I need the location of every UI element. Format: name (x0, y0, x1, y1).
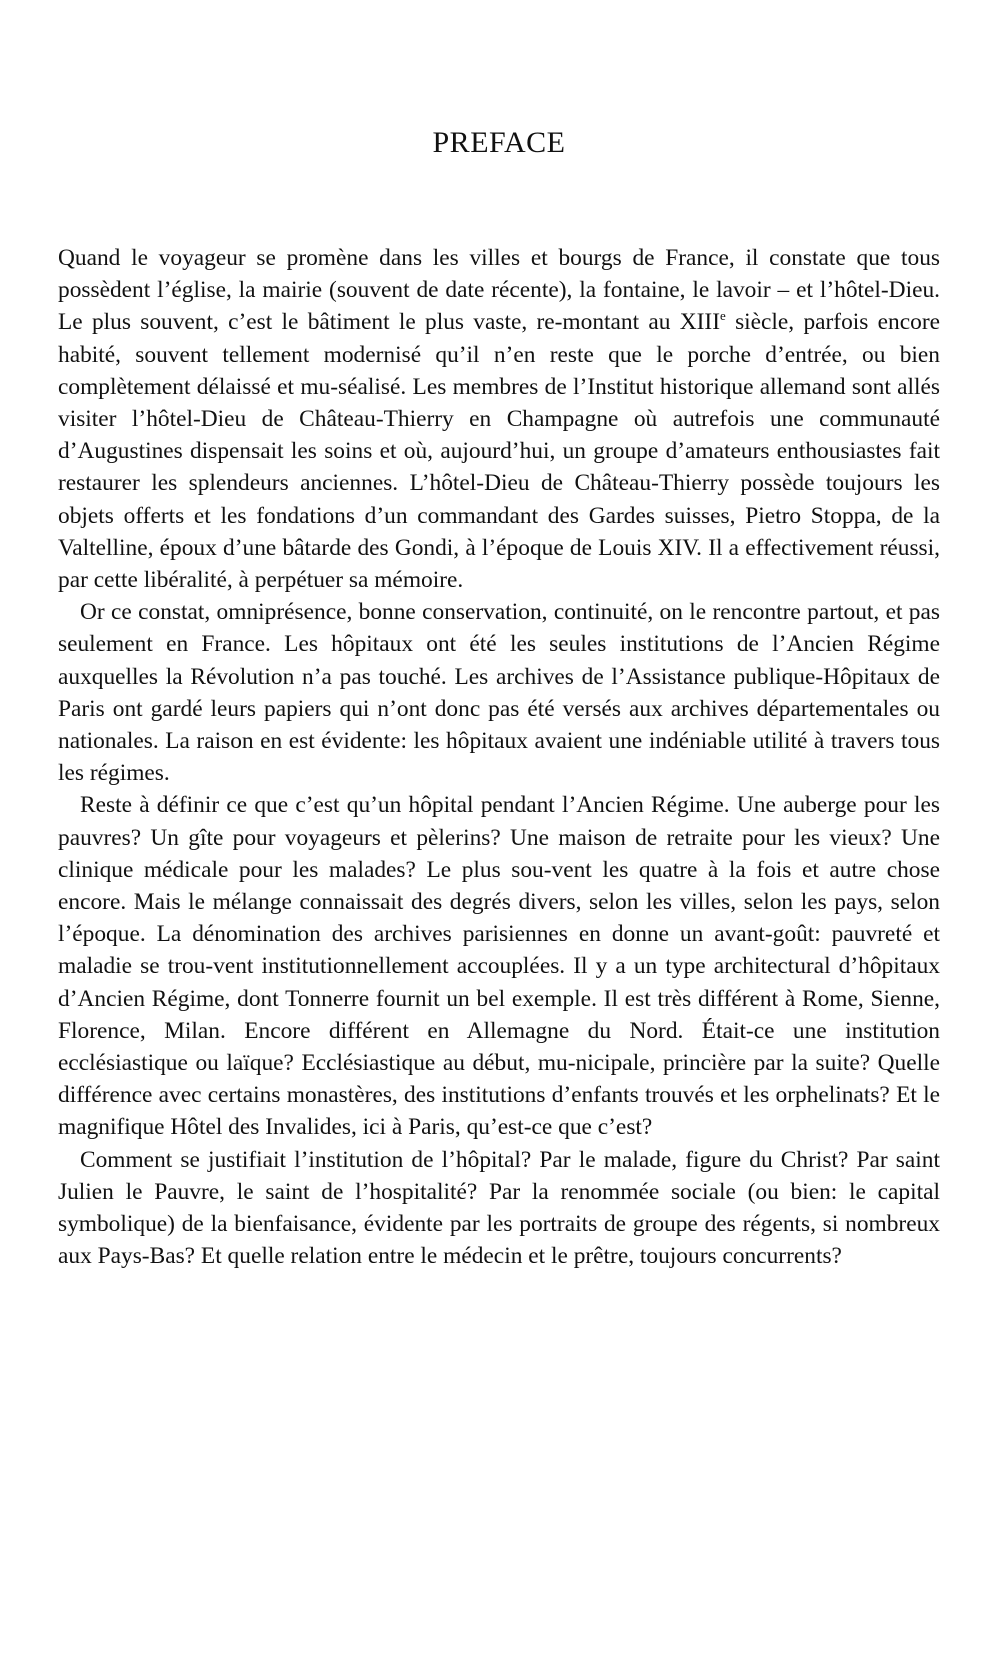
paragraph-3: Reste à définir ce que c’est qu’un hôpital pendant l’Ancien Régime. Une auberge pour les pauvres? Un gîte pour voyageurs et pèlerins? Une maison de retraite pour les vieux? Une clinique médicale pour les malades? Le plus sou-vent les quatre à la fois et autre chose encore. Mais le mélange connaissait des degrés divers, selon les villes, selon les pays, selon l’époque. La dénomination des archives parisiennes en donne un avant-goût: pauvreté et maladie se trou-vent institutionnellement accouplées. Il y a un type architectural d’hôpitaux d’Ancien Régime, dont Tonnerre fournit un bel exemple. Il est très différent à Rome, Sienne, Florence, Milan. Encore différent en Allemagne du Nord. Était-ce une institution ecclésiastique ou laïque? Ecclésiastique au début, mu-nicipale, princière par la suite? Quelle différence avec certains monastères, des institutions d’enfants trouvés et les orphelinats? Et le magnifique Hôtel des Invalides, ici à Paris, qu’est-ce que c’est? (58, 792, 940, 1141)
paragraph-1 (58, 242, 940, 596)
paragraph-1-text-b: siècle, parfois encore habité, souvent tellement modernisé qu’il n’en reste que le porche d’entrée, ou bien complètement délaissé et mu-séalisé. Les membres de l’Institut historique allemand sont allés visiter l’hôtel-Dieu de Château-Thierry en Champagne où autrefois une communauté d’Augustines dispensait les soins et où, aujourd’hui, un groupe d’amateurs enthousiastes fait restaurer les splendeurs anciennes. L’hôtel-Dieu de Château-Thierry possède toujours les objets offerts et les fondations d’un commandant des Gardes suisses, Pietro Stoppa, de la Valtelline, époux d’une bâtarde des Gondi, à l’époque de Louis XIV. Il a effectivement réussi, par cette libéralité, à perpétuer sa mémoire. (58, 309, 940, 594)
document-page (58, 0, 940, 1667)
century-superscript: e (720, 308, 726, 324)
paragraph-4: Comment se justifiait l’institution de l’hôpital? Par le malade, figure du Christ? Par saint Julien le Pauvre, le saint de l’hospitalité? Par la renommée sociale (ou bien: le capital symbolique) de la bienfaisance, évidente par les portraits de groupe des régents, si nombreux aux Pays-Bas? Et quelle relation entre le médecin et le prêtre, toujours concurrents? (58, 1146, 940, 1270)
preface-body (58, 242, 940, 1273)
paragraph-2: Or ce constat, omniprésence, bonne conservation, continuité, on le rencontre partout, et pas seulement en France. Les hôpitaux ont été les seules institutions de l’Ancien Régime auxquelles la Révolution n’a pas touché. Les archives de l’Assistance publique-Hôpitaux de Paris ont gardé leurs papiers qui n’ont donc pas été versés aux archives départementales ou nationales. La raison en est évidente: les hôpitaux avaient une indéniable utilité à travers tous les régimes. (58, 599, 940, 787)
paragraph-1-text-a: Quand le voyageur se promène dans les villes et bourgs de France, il constate que tous possèdent l’église, la mairie (souvent de date récente), la fontaine, le lavoir – et l’hôtel-Dieu. Le plus souvent, c’est le bâtiment le plus vaste, re-montant au XIII (58, 245, 940, 336)
page-title: PREFACE (432, 126, 566, 159)
